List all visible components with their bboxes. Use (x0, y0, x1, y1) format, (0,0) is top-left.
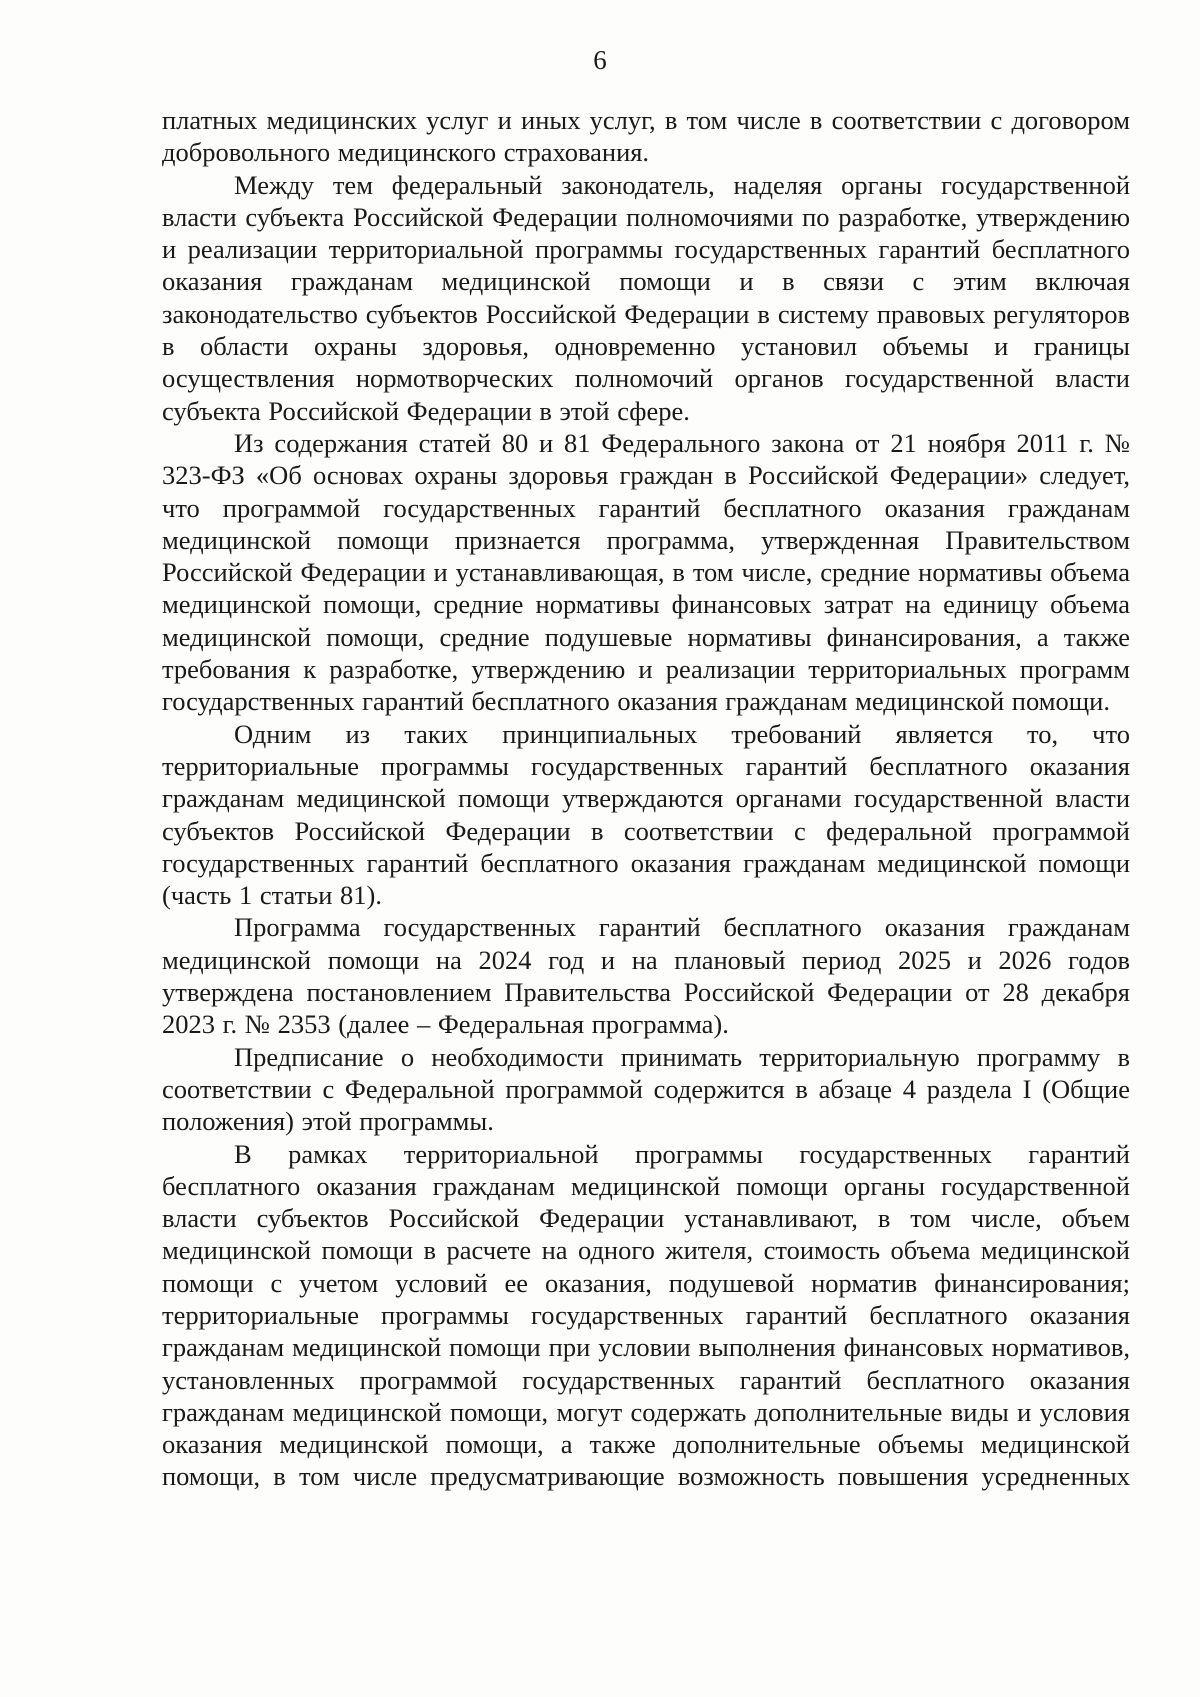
paragraph-continued: платных медицинских услуг и иных услуг, в том числе в соответствии с договором добровольного медицинского страхования. (162, 105, 1130, 168)
paragraph-prescription: Предписание о необходимости принимать территориальную программу в соответствии с Федеральной программой содержится в абзаце 4 раздела I (Общие положения) этой программы. (162, 1041, 1130, 1137)
paragraph-principal-requirement: Одним из таких принципиальных требований является то, что территориальные программы государственных гарантий бесплатного оказания гражданам медицинской помощи утверждаются органами государственной власти субъектов Российской Федерации в соответствии с федеральной программой государственных гарантий бесплатного оказания гражданам медицинской помощи (часть 1 статьи 81). (162, 718, 1130, 911)
paragraph-federal-program: Программа государственных гарантий бесплатного оказания гражданам медицинской помощи на 2024 год и на плановый период 2025 и 2026 годов утверждена постановлением Правительства Российской Федерации от 28 декабря 2023 г. № 2353 (далее – Федеральная программа). (162, 912, 1130, 1040)
document-body (162, 104, 1130, 1493)
paragraph-articles-80-81: Из содержания статей 80 и 81 Федерального закона от 21 ноября 2011 г. № 323-ФЗ «Об основах охраны здоровья граждан в Российской Федерации» следует, что программой государственных гарантий бесплатного оказания гражданам медицинской помощи признается программа, утвержденная Правительством Российской Федерации и устанавливающая, в том числе, средние нормативы объема медицинской помощи, средние нормативы финансовых затрат на единицу объема медицинской помощи, средние подушевые нормативы финансирования, а также требования к разработке, утверждению и реализации территориальных программ государственных гарантий бесплатного оказания гражданам медицинской помощи. (162, 427, 1130, 717)
paragraph-federal-legislator: Между тем федеральный законодатель, наделяя органы государственной власти субъекта Российской Федерации полномочиями по разработке, утверждению и реализации территориальной программы государственных гарантий бесплатного оказания гражданам медицинской помощи и в связи с этим включая законодательство субъектов Российской Федерации в систему правовых регуляторов в области охраны здоровья, одновременно установил объемы и границы осуществления нормотворческих полномочий органов государственной власти субъекта Российской Федерации в этой сфере. (162, 169, 1130, 426)
paragraph-territorial-program-scope: В рамках территориальной программы государственных гарантий бесплатного оказания гражданам медицинской помощи органы государственной власти субъектов Российской Федерации устанавливают, в том числе, объем медицинской помощи в расчете на одного жителя, стоимость объема медицинской помощи с учетом условий ее оказания, подушевой норматив финансирования; территориальные программы государственных гарантий бесплатного оказания гражданам медицинской помощи при условии выполнения финансовых нормативов, установленных программой государственных гарантий бесплатного оказания гражданам медицинской помощи, могут содержать дополнительные виды и условия оказания медицинской помощи, а также дополнительные объемы медицинской помощи, в том числе предусматривающие возможность повышения усредненных (162, 1138, 1130, 1492)
page-number: 6 (593, 45, 607, 75)
